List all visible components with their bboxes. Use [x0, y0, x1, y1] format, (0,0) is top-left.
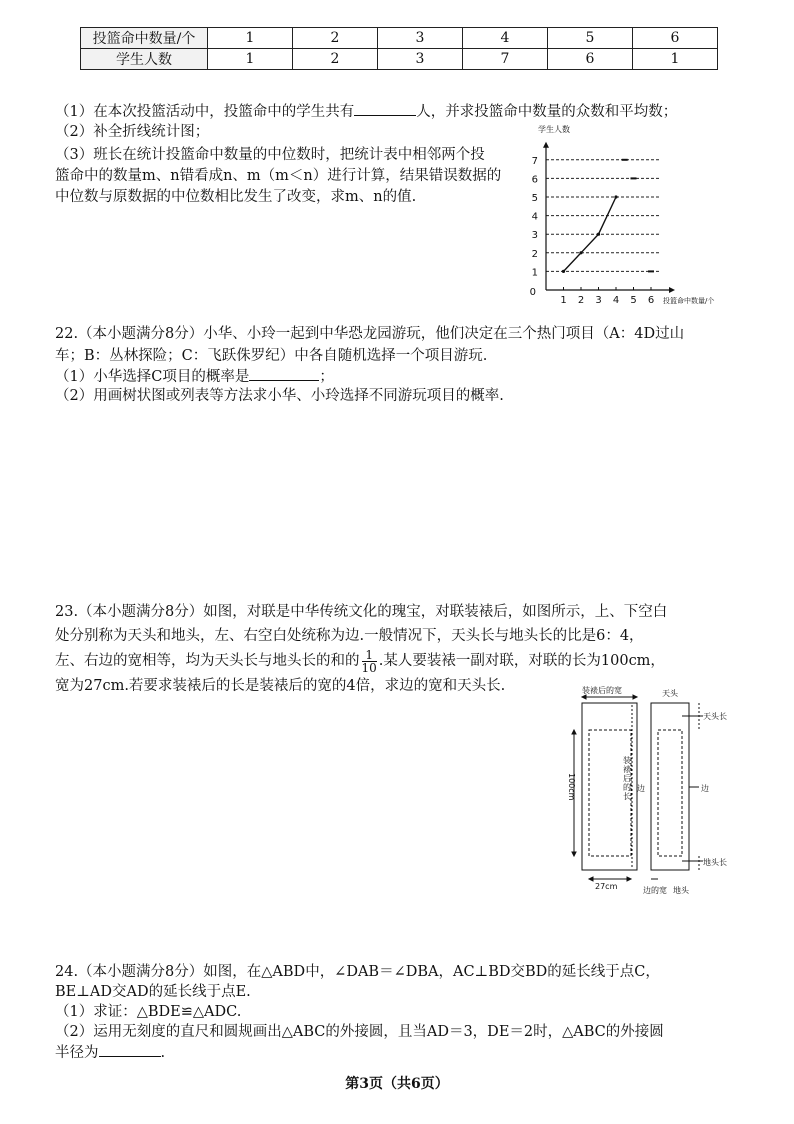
- origin-label: 0: [529, 287, 536, 298]
- label-length-100: 100cm: [567, 773, 576, 801]
- label-mounted-length-text: 装裱后的长: [623, 756, 631, 801]
- x-tick-label: 6: [647, 295, 655, 304]
- table-cell: 6: [548, 49, 633, 70]
- y-tick-label: 1: [531, 267, 538, 279]
- x-tick-label: 4: [612, 295, 620, 304]
- y-tick-label: 3: [531, 230, 538, 242]
- couplet-inner-rect-2: [658, 730, 682, 856]
- q21-part1: （1）在本次投篮活动中，投篮命中的学生共有 人，并求投篮命中数量的众数和平均数；: [55, 101, 677, 122]
- q24-part2-line2: 半径为 .: [55, 1042, 165, 1063]
- q23-line4: 宽为27cm.若要求装裱后的长是装裱后的宽的4倍，求边的宽和天头长.: [55, 678, 506, 694]
- q23-line1: 23.（本小题满分8分）如图，对联是中华传统文化的瑰宝，对联装裱后，如图所示，上、下空白: [55, 604, 668, 620]
- x-tick-label: 3: [595, 295, 602, 304]
- q21-part3-line2: 篮命中的数量m、n错看成n、m（m＜n）进行计算，结果错误数据的: [55, 168, 502, 184]
- answer-blank: [354, 101, 416, 116]
- mounted-outer-rect-2: [651, 703, 689, 870]
- table-cell: 3: [378, 28, 463, 49]
- y-tick-label: 6: [531, 174, 538, 186]
- y-tick-label: 2: [531, 248, 538, 260]
- q21-part3-line3: 中位数与原数据的中位数相比发生了改变，求m、n的值.: [55, 189, 417, 205]
- label-ditou-length: 地头长: [703, 858, 727, 867]
- table-row: [81, 49, 718, 70]
- table-header-cell: 学生人数: [81, 49, 208, 70]
- fraction-one-tenth: $\frac{1}{10}$: [361, 647, 377, 675]
- label-bian-right: 边: [701, 784, 709, 793]
- table-cell: 5: [548, 28, 633, 49]
- chart-grid: [546, 160, 661, 272]
- y-axis-label: 学生人数: [538, 125, 570, 134]
- page-footer: 第3页（共6页）: [345, 1076, 449, 1092]
- y-tick-label: 4: [531, 211, 538, 223]
- table-cell: 6: [633, 28, 718, 49]
- x-tick-label: 5: [630, 295, 637, 304]
- label-mounted-length: [623, 755, 631, 801]
- table-cell: 3: [378, 49, 463, 70]
- label-width-27: 27cm: [595, 882, 618, 891]
- q22-part2: （2）用画树状图或列表等方法求小华、小玲选择不同游玩项目的概率.: [55, 388, 504, 404]
- label-ditou: 地头: [673, 886, 689, 895]
- table-cell: 2: [293, 28, 378, 49]
- data-point: [597, 233, 600, 236]
- line-chart: [520, 122, 742, 304]
- table-cell: 2: [293, 49, 378, 70]
- y-axis-arrow: [543, 142, 549, 148]
- q21-part3-line1: （3）班长在统计投篮命中数量的中位数时，把统计表中相邻两个投: [55, 147, 485, 163]
- q24-line1: 24.（本小题满分8分）如图，在△ABD中，∠DAB＝∠DBA，AC⊥BD交BD的延长线于点C，: [55, 964, 660, 980]
- q23-line3: 左、右边的宽相等，均为天头长与地头长的和的 $\frac{1}{10}$ .某人要装裱一副对联，对联的长为100cm，: [55, 647, 665, 675]
- table-cell: 1: [208, 49, 293, 70]
- table-header-cell: 投篮命中数量/个: [81, 28, 208, 49]
- label-bian-left: 边: [637, 784, 645, 793]
- data-point: [579, 251, 582, 254]
- table-cell: 7: [463, 49, 548, 70]
- x-axis-label: 投篮命中数量/个: [663, 297, 715, 304]
- label-mounted-width: 装裱后的宽: [582, 686, 622, 695]
- q23-line2: 处分别称为天头和地头，左、右空白处统称为边.一般情况下，天头长与地头长的比是6：4，: [55, 628, 644, 644]
- label-tiantou: 天头: [662, 689, 678, 698]
- q22-line1: 22.（本小题满分8分）小华、小玲一起到中华恐龙园游玩，他们决定在三个热门项目（A：4D过山: [55, 326, 685, 342]
- table-row: [81, 28, 718, 49]
- q24-part2: （2）运用无刻度的直尺和圆规画出△ABC的外接圆，且当AD＝3，DE＝2时，△ABC的外接圆: [55, 1024, 664, 1040]
- table-cell: 1: [633, 49, 718, 70]
- q22-part1: （1）小华选择C项目的概率是 ；: [55, 366, 334, 387]
- data-point: [562, 270, 565, 273]
- q22-line2: 车；B：丛林探险；C：飞跃侏罗纪）中各自随机选择一个项目游玩.: [55, 348, 488, 364]
- x-axis-arrow: [669, 287, 675, 293]
- x-tick-label: 2: [577, 295, 585, 304]
- y-tick-label: 5: [531, 193, 538, 204]
- data-point: [614, 195, 617, 198]
- table-cell: 4: [463, 28, 548, 49]
- table-cell: 1: [208, 28, 293, 49]
- couplet-figure: [565, 683, 735, 898]
- chart-series: [562, 195, 618, 273]
- label-tiantou-length: 天头长: [703, 712, 727, 721]
- q24-part1: （1）求证：△BDE≌△ADC.: [55, 1004, 242, 1020]
- label-bian-width: 边的宽: [643, 886, 667, 895]
- answer-blank: [99, 1042, 161, 1057]
- stats-table: [80, 27, 718, 70]
- answer-blank: [249, 366, 319, 381]
- y-tick-label: 7: [531, 155, 538, 167]
- x-tick-label: 1: [560, 295, 567, 304]
- q21-part2: （2）补全折线统计图；: [55, 124, 210, 140]
- q24-line2: BE⊥AD交AD的延长线于点E.: [55, 984, 251, 1000]
- chart-labels: [530, 124, 715, 304]
